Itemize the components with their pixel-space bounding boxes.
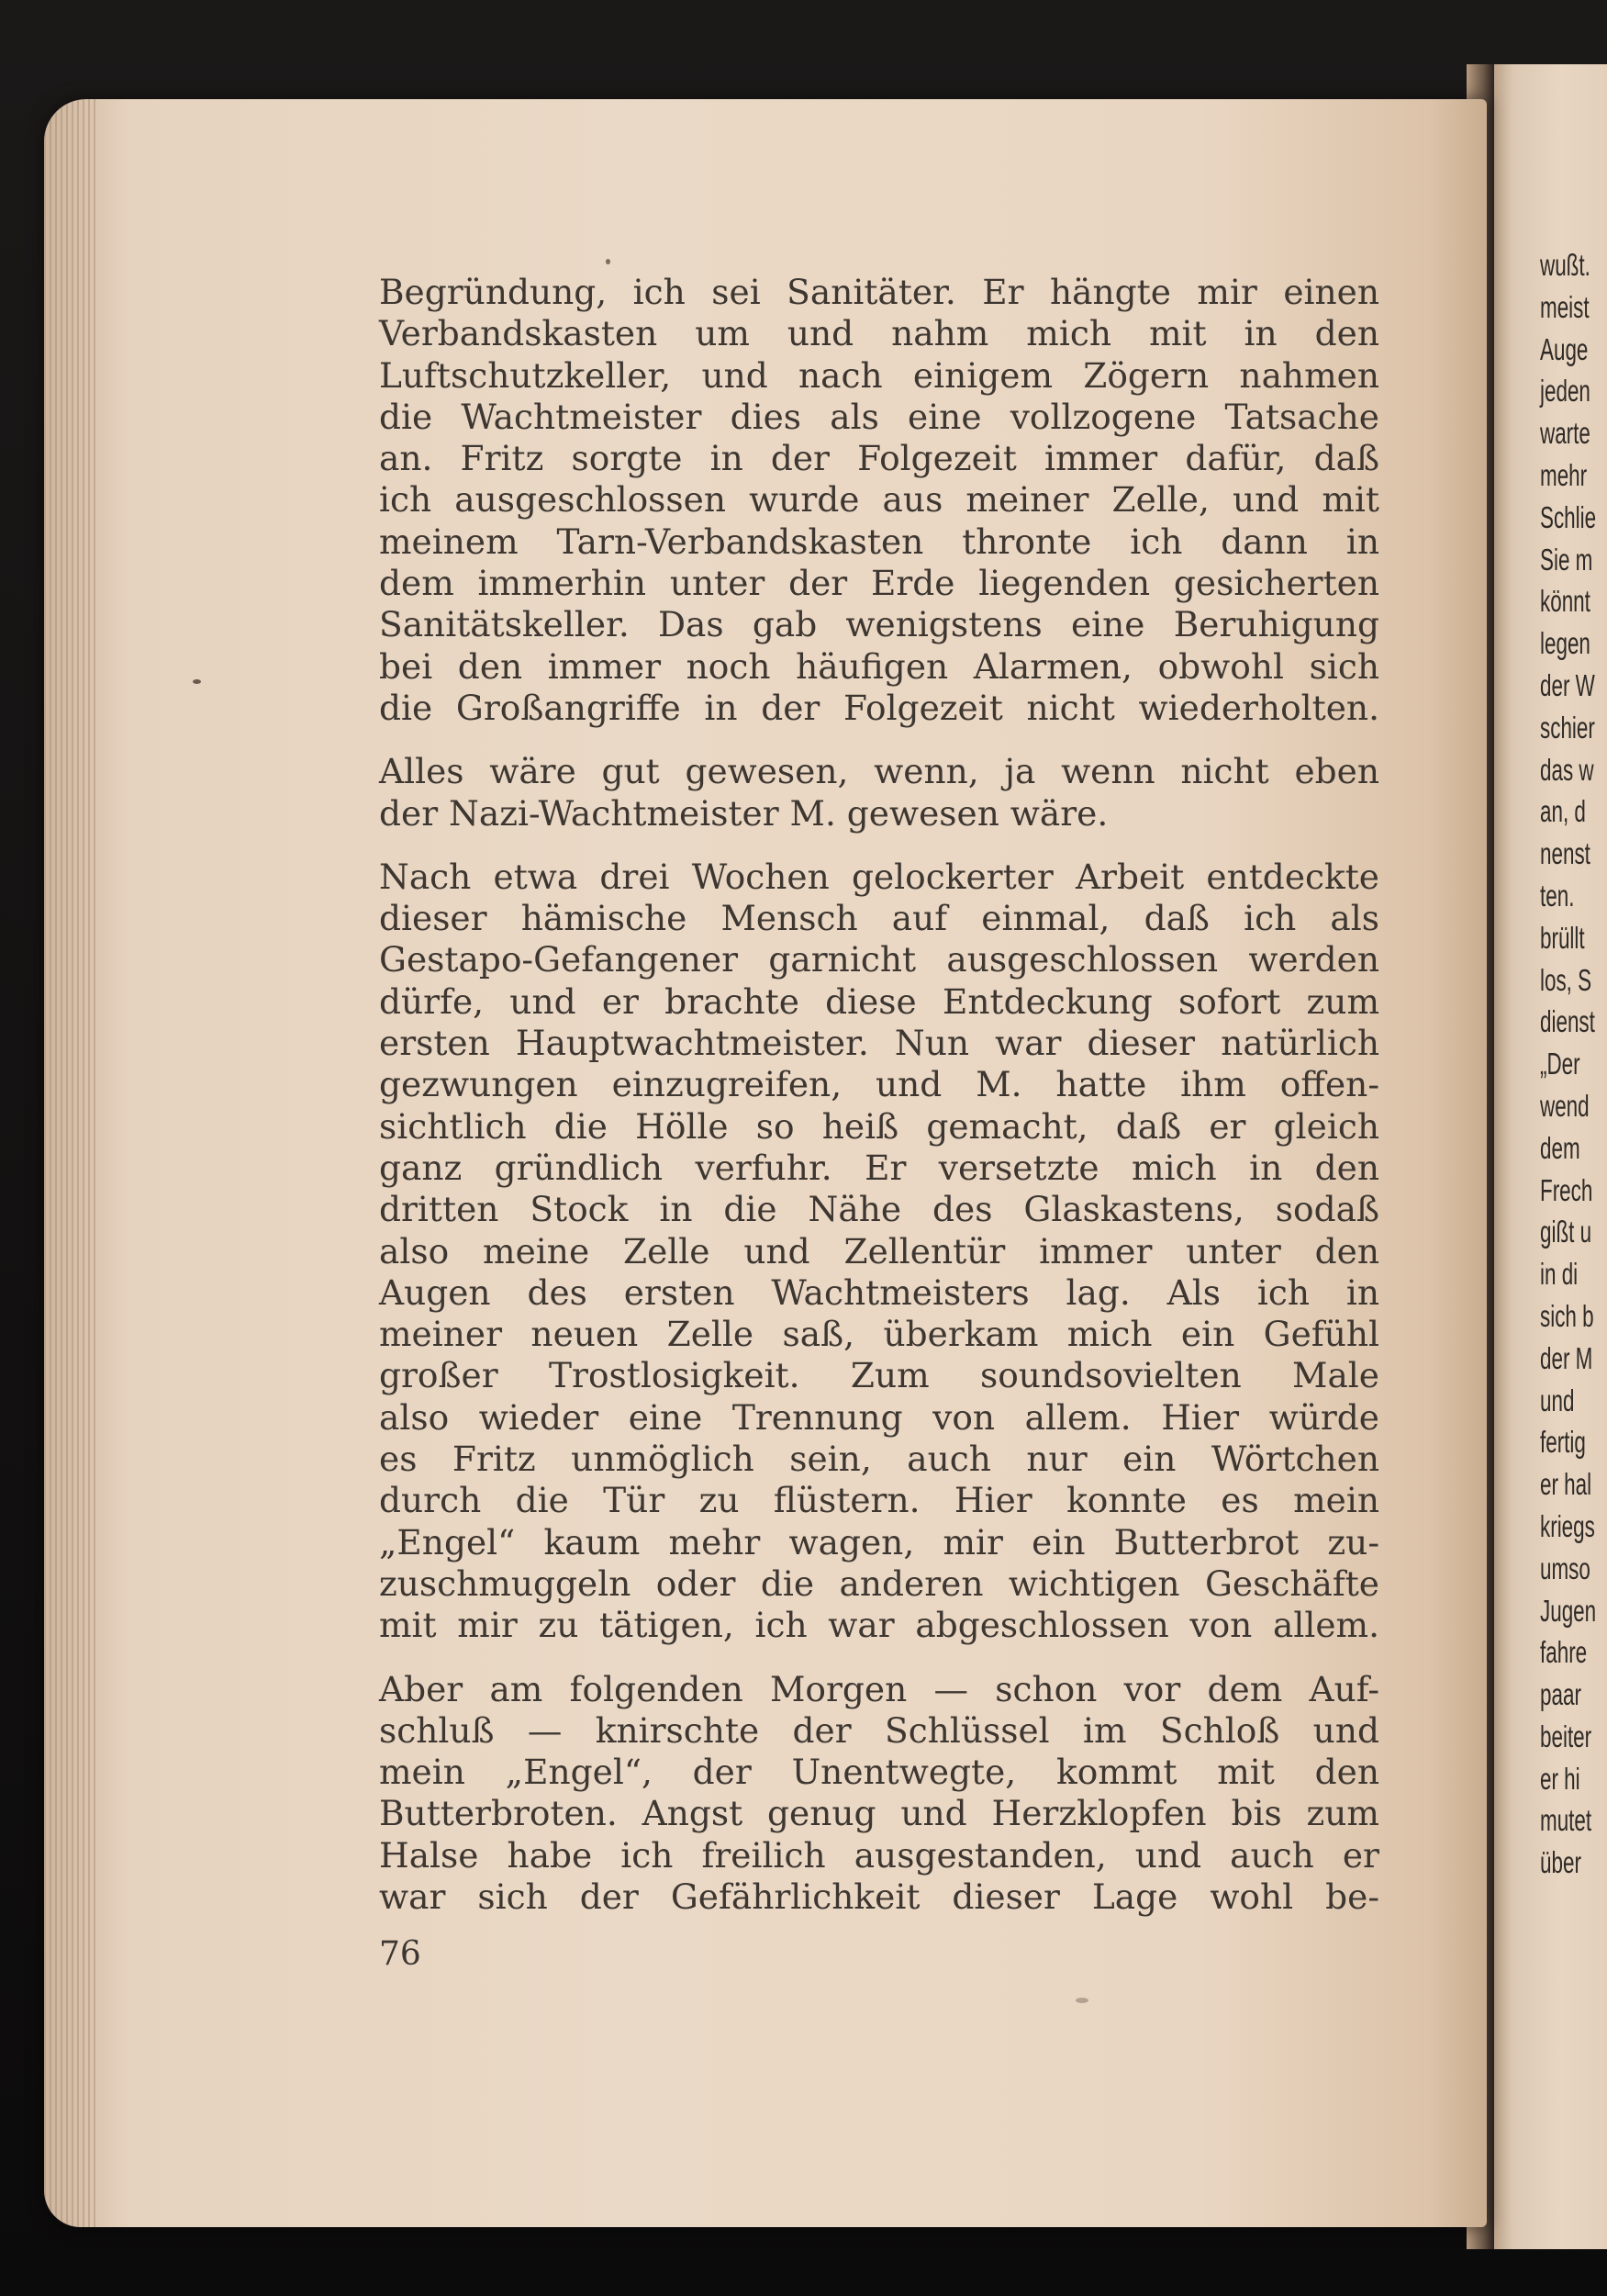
fragment-line: „Der bbox=[1540, 1047, 1580, 1081]
text-line: dem immerhin unter der Erde liegenden gesicherten bbox=[379, 563, 1379, 604]
fragment-line: los, S bbox=[1540, 962, 1592, 997]
text-line: an. Fritz sorgte in der Folgezeit immer dafür, daß bbox=[379, 438, 1379, 479]
text-line: Alles wäre gut gewesen, wenn, ja wenn nicht eben bbox=[379, 751, 1379, 792]
fragment-line: Auge bbox=[1540, 331, 1589, 366]
fragment-line: er hi bbox=[1540, 1761, 1580, 1796]
paper-speck bbox=[606, 259, 610, 264]
paragraph bbox=[379, 857, 1379, 1647]
text-line: war sich der Gefährlichkeit dieser Lage wohl be- bbox=[379, 1876, 1379, 1917]
text-line: ich ausgeschlossen wurde aus meiner Zelle, und mit bbox=[379, 479, 1379, 521]
text-line: mit mir zu tätigen, ich war abgeschlossen von allem. bbox=[379, 1605, 1379, 1646]
fragment-line: das w bbox=[1540, 752, 1594, 787]
fragment-line: sich b bbox=[1540, 1298, 1594, 1333]
fragment-line: in di bbox=[1540, 1257, 1579, 1292]
fragment-line: dienst bbox=[1540, 1004, 1595, 1039]
text-line: sichtlich die Hölle so heiß gemacht, daß er gleich bbox=[379, 1105, 1379, 1147]
text-line: die Großangriffe in der Folgezeit nicht wiederholten. bbox=[379, 687, 1379, 728]
text-line: gezwungen einzugreifen, und M. hatte ihm offen- bbox=[379, 1064, 1379, 1105]
text-line: Gestapo-Gefangener garnicht ausgeschlossen werden bbox=[379, 939, 1379, 980]
fragment-line: mutet bbox=[1540, 1803, 1592, 1838]
text-line: durch die Tür zu flüstern. Hier konnte es mein bbox=[379, 1480, 1379, 1521]
fragment-line: brüllt bbox=[1540, 920, 1585, 955]
text-line: ganz gründlich verfuhr. Er versetzte mich in den bbox=[379, 1147, 1379, 1188]
fragment-line: jeden bbox=[1540, 374, 1590, 409]
text-line: also meine Zelle und Zellentür immer unter den bbox=[379, 1230, 1379, 1271]
text-line: dritten Stock in die Nähe des Glaskastens, sodaß bbox=[379, 1189, 1379, 1230]
fragment-line: meist bbox=[1540, 289, 1590, 324]
text-line: mein „Engel“, der Unentwegte, kommt mit den bbox=[379, 1752, 1379, 1793]
paragraph bbox=[379, 1669, 1379, 1919]
fragment-line: dem bbox=[1540, 1130, 1580, 1165]
text-line: dieser hämische Mensch auf einmal, daß ich als bbox=[379, 898, 1379, 939]
text-line: Sanitätskeller. Das gab wenigstens eine Beruhigung bbox=[379, 604, 1379, 645]
fragment-line: Schlie bbox=[1540, 499, 1597, 534]
text-line: der Nazi-Wachtmeister M. gewesen wäre. bbox=[379, 792, 1109, 834]
fragment-line: gißt u bbox=[1540, 1215, 1592, 1249]
fragment-line: der M bbox=[1540, 1340, 1593, 1375]
text-line: ersten Hauptwachtmeister. Nun war dieser natürlich bbox=[379, 1023, 1379, 1064]
paragraph bbox=[379, 751, 1379, 834]
fragment-line: mehr bbox=[1540, 457, 1588, 492]
fragment-line: könnt bbox=[1540, 584, 1590, 619]
fragment-line: Sie m bbox=[1540, 542, 1593, 577]
fragment-line: wußt. bbox=[1540, 248, 1590, 282]
text-line: Nach etwa drei Wochen gelockerter Arbeit entdeckte bbox=[379, 856, 1379, 897]
text-line: Begründung, ich sei Sanitäter. Er hängte mir einen bbox=[379, 272, 1379, 312]
fragment-line: umso bbox=[1540, 1551, 1590, 1585]
fragment-line: an, d bbox=[1540, 794, 1586, 829]
text-line: Halse habe ich freilich ausgestanden, und auch er bbox=[379, 1834, 1379, 1876]
page-body-text bbox=[379, 272, 1379, 1940]
text-line: Aber am folgenden Morgen — schon vor dem Auf- bbox=[379, 1668, 1379, 1709]
text-line: Augen des ersten Wachtmeisters lag. Als ich in bbox=[379, 1271, 1379, 1313]
text-line: bei den immer noch häufigen Alarmen, obwohl sich bbox=[379, 645, 1379, 687]
text-line: es Fritz unmöglich sein, auch nur ein Wörtchen bbox=[379, 1439, 1379, 1480]
fragment-line: nenst bbox=[1540, 836, 1590, 871]
text-line: zuschmuggeln oder die anderen wichtigen Geschäfte bbox=[379, 1562, 1379, 1604]
text-line: meiner neuen Zelle saß, überkam mich ein Gefühl bbox=[379, 1314, 1379, 1355]
fragment-line: fahre bbox=[1540, 1635, 1588, 1670]
fragment-line: beiter bbox=[1540, 1719, 1592, 1753]
page-number: 76 bbox=[379, 1935, 421, 1973]
text-line: also wieder eine Trennung von allem. Hier würde bbox=[379, 1396, 1379, 1438]
fragment-line: paar bbox=[1540, 1677, 1581, 1712]
fragment-line: der W bbox=[1540, 667, 1595, 702]
text-line: schluß — knirschte der Schlüssel im Schloß und bbox=[379, 1709, 1379, 1751]
fragment-line: legen bbox=[1540, 626, 1590, 661]
text-line: meinem Tarn-Verbandskasten thronte ich dann in bbox=[379, 521, 1379, 562]
fragment-line: fertig bbox=[1540, 1425, 1586, 1460]
text-line: Verbandskasten um und nahm mich mit in den bbox=[379, 313, 1379, 354]
fragment-line: wend bbox=[1540, 1088, 1590, 1123]
fragment-line: schier bbox=[1540, 710, 1595, 745]
text-line: Luftschutzkeller, und nach einigem Zögern nahmen bbox=[379, 354, 1379, 396]
fragment-line: Jugen bbox=[1540, 1593, 1597, 1628]
text-line: dürfe, und er brachte diese Entdeckung sofort zum bbox=[379, 980, 1379, 1022]
paper-speck bbox=[1076, 1998, 1088, 2003]
fragment-line: Frech bbox=[1540, 1172, 1593, 1207]
fragment-line: und bbox=[1540, 1383, 1575, 1417]
fragment-line: er hal bbox=[1540, 1467, 1592, 1502]
paragraph bbox=[379, 272, 1379, 729]
text-line: „Engel“ kaum mehr wagen, mir ein Butterbrot zu- bbox=[379, 1521, 1379, 1562]
fragment-line: über bbox=[1540, 1845, 1581, 1880]
text-line: Butterbroten. Angst genug und Herzklopfen bis zum bbox=[379, 1793, 1379, 1834]
facing-page-text-fragments bbox=[1540, 244, 1597, 1884]
fragment-line: warte bbox=[1540, 416, 1590, 451]
paper-speck bbox=[193, 679, 201, 684]
fragment-line: kriegs bbox=[1540, 1508, 1595, 1543]
fragment-line: ten. bbox=[1540, 878, 1575, 913]
text-line: großer Trostlosigkeit. Zum soundsovielten Male bbox=[379, 1355, 1379, 1396]
text-line: die Wachtmeister dies als eine vollzogene Tatsache bbox=[379, 396, 1379, 437]
